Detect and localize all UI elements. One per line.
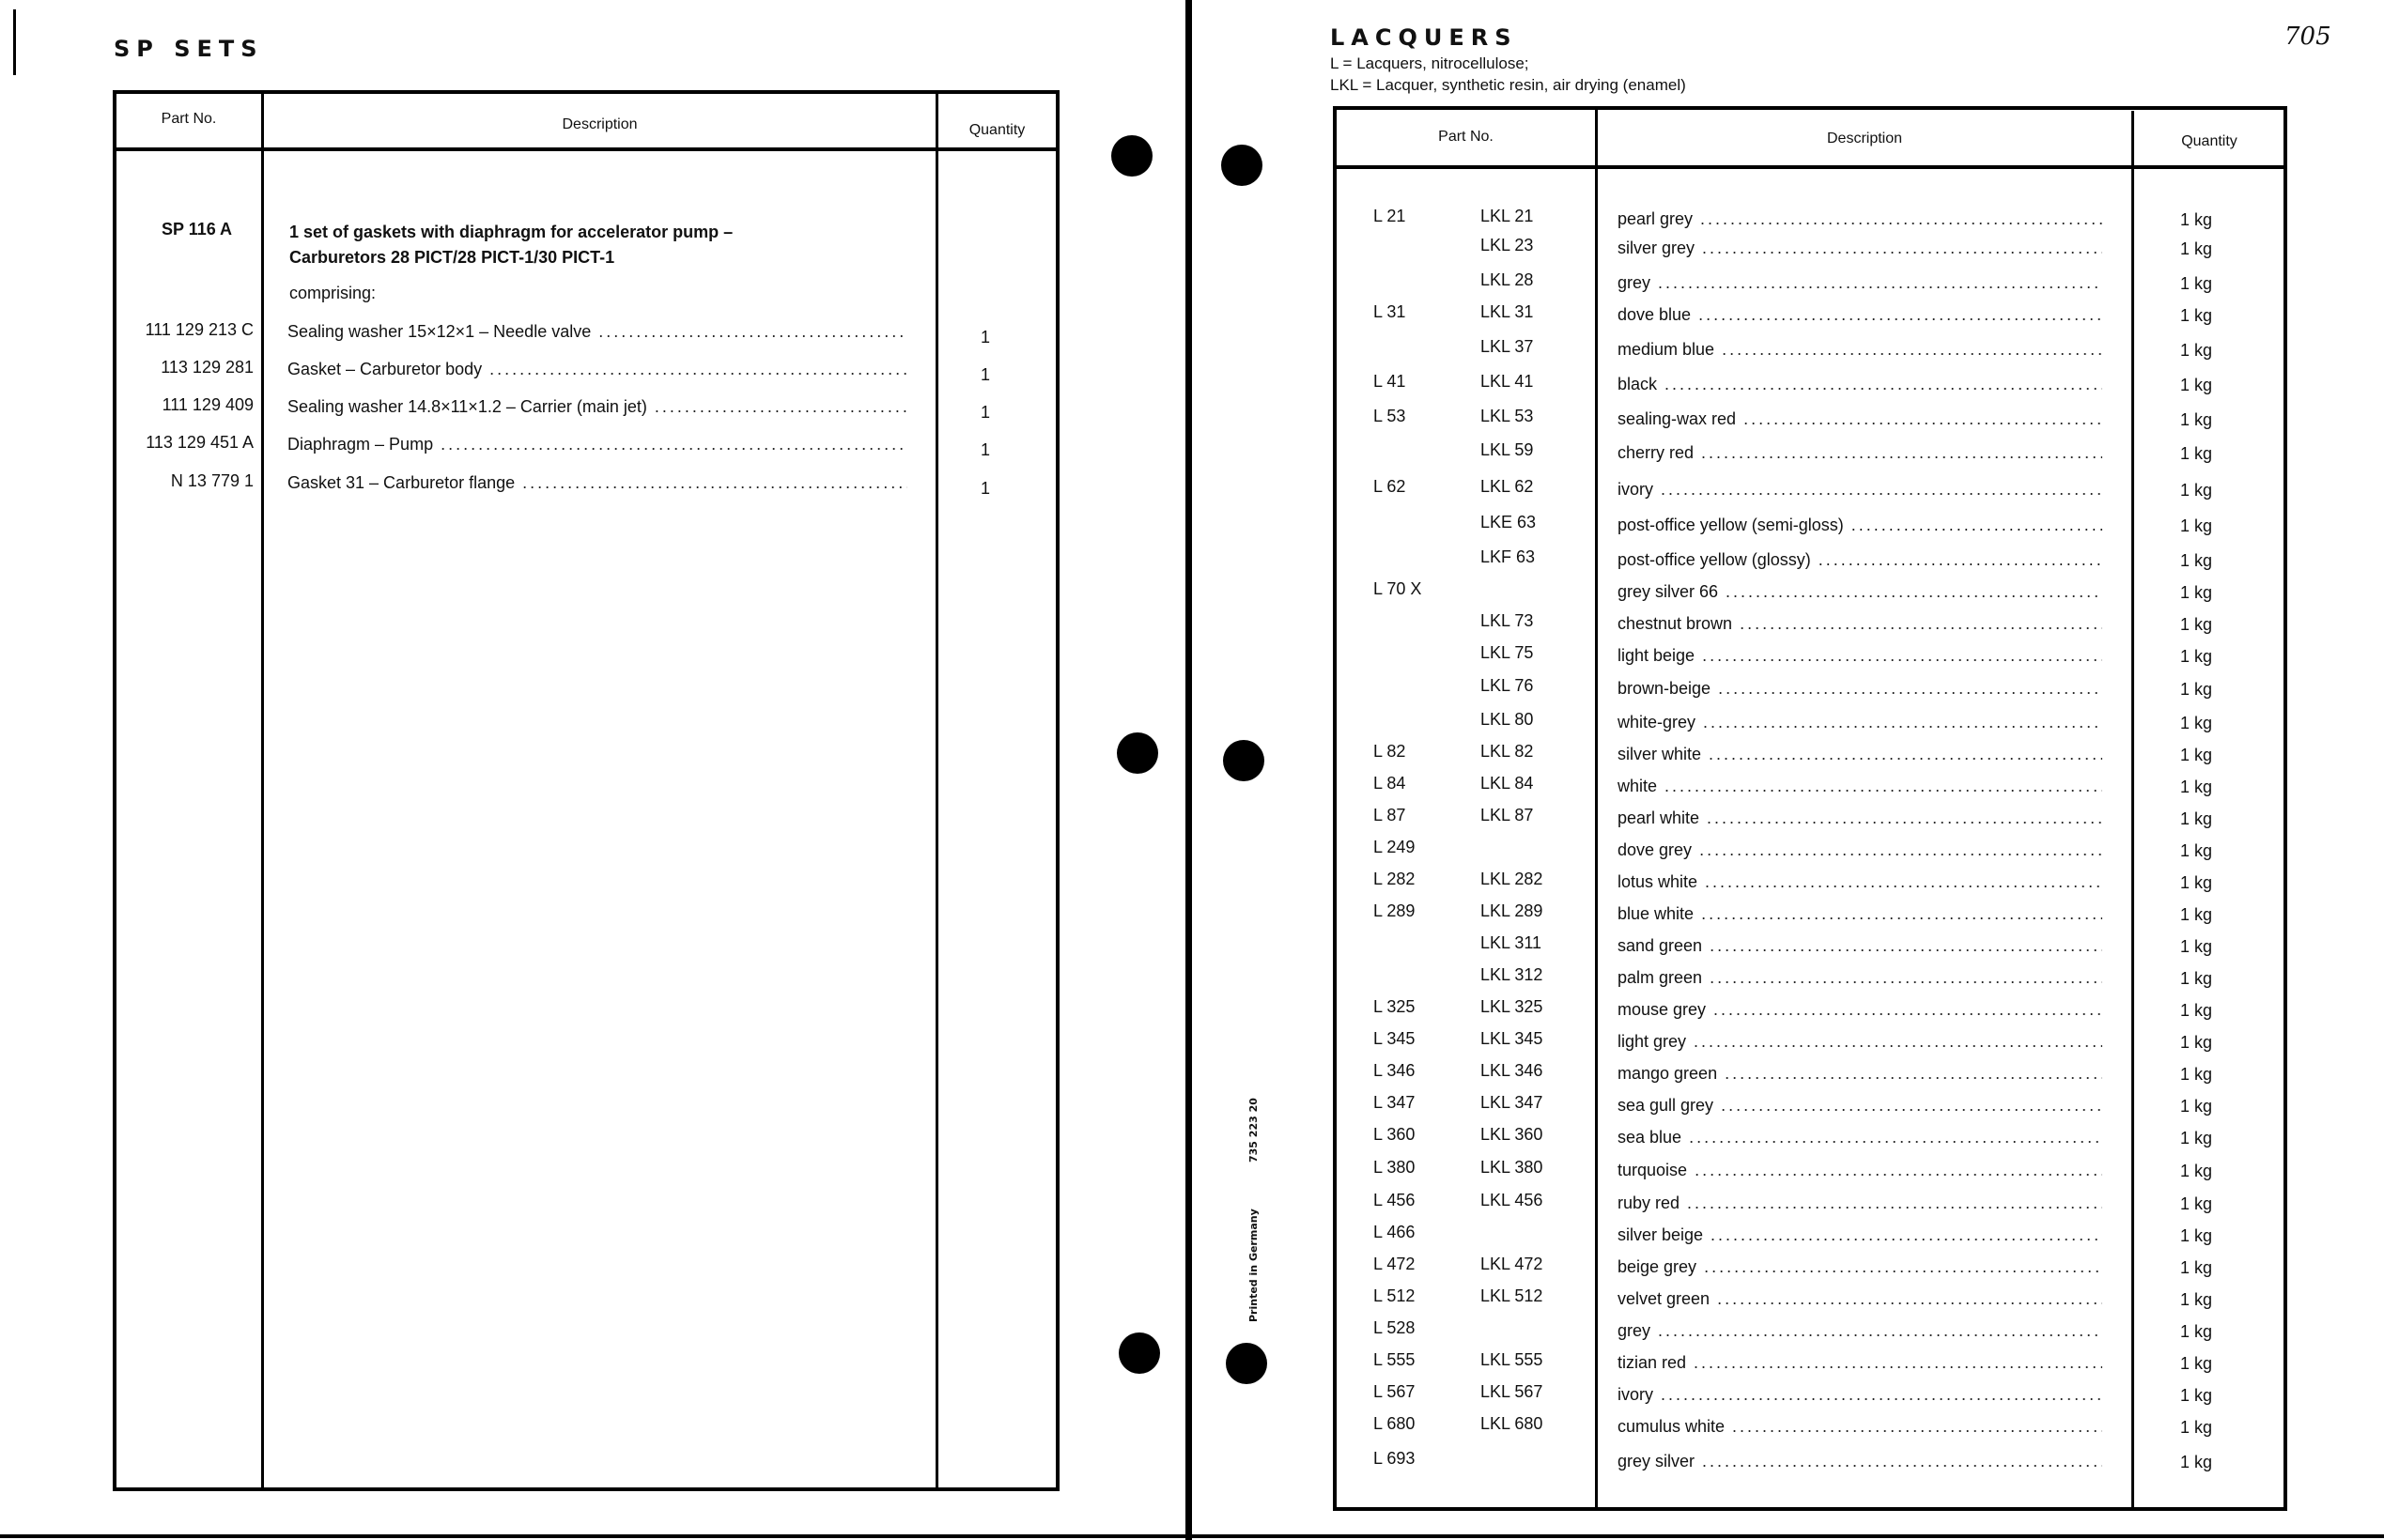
color-description [1618,1452,2102,1471]
dot-leader [1710,936,2102,956]
color-description [1618,550,2102,570]
quantity: 1 kg [2180,1097,2213,1116]
quantity: 1 kg [2180,410,2213,429]
dot-leader [1705,872,2102,892]
color-name: beige grey [1618,1257,1697,1276]
color-description [1618,1128,2102,1147]
lkl-part-no: LKL 28 [1480,270,1534,289]
dot-leader [522,473,907,493]
header-part-no: Part No. [1438,129,1494,145]
color-description [1618,1000,2102,1020]
color-name: dove grey [1618,840,1693,859]
l-part-no: L 70 X [1373,579,1422,598]
dot-leader [1699,840,2102,860]
item-quantity: 1 [981,328,991,346]
quantity: 1 kg [2180,969,2213,988]
color-name: grey silver 66 [1618,582,1719,601]
page-title: SP SETS [114,36,264,62]
lkl-part-no: LKL 472 [1480,1255,1543,1273]
quantity: 1 kg [2180,306,2213,325]
comprising-label: comprising: [289,284,377,302]
lkl-part-no: LKE 63 [1480,513,1537,531]
lkl-part-no: LKL 82 [1480,742,1534,761]
dot-leader [1661,480,2102,500]
color-name: grey [1618,1321,1651,1340]
l-part-no: L 21 [1373,207,1406,225]
color-name: tizian red [1618,1353,1687,1372]
dot-leader [1819,550,2102,570]
color-description [1618,273,2102,293]
color-description [1618,679,2102,699]
quantity: 1 kg [2180,1290,2213,1309]
quantity: 1 kg [2180,1386,2213,1405]
binder-hole [1111,135,1153,177]
lkl-part-no: LKL 84 [1480,774,1534,793]
quantity: 1 kg [2180,210,2213,229]
quantity: 1 kg [2180,714,2213,732]
legend-line: LKL = Lacquer, synthetic resin, air drying (enamel) [1330,76,1686,94]
color-description [1618,872,2102,892]
dot-leader [1702,646,2102,666]
item-part-no: 111 129 409 [162,395,254,414]
dot-leader [1851,516,2102,535]
dot-leader [1701,443,2102,463]
lkl-part-no: LKL 73 [1480,611,1534,630]
item-part-no: 111 129 213 C [145,320,254,339]
color-description [1618,340,2102,360]
color-name: cherry red [1618,443,1695,462]
quantity: 1 kg [2180,583,2213,602]
color-description [1618,1321,2102,1341]
lkl-part-no: LKL 325 [1480,997,1543,1016]
quantity: 1 kg [2180,937,2213,956]
item-description-text: Sealing washer 15×12×1 – Needle valve [287,322,592,341]
dot-leader [1664,375,2102,394]
color-name: white [1618,777,1658,795]
color-description [1618,1096,2102,1116]
lkl-part-no: LKL 75 [1480,643,1534,662]
item-description [287,360,907,379]
binder-hole [1223,740,1264,781]
quantity: 1 kg [2180,376,2213,394]
color-description [1618,1417,2102,1437]
dot-leader [1743,409,2102,429]
dot-leader [1721,1096,2102,1116]
print-code: 735 223 20 [1247,1098,1260,1163]
dot-leader [1732,1417,2102,1437]
header-part-no: Part No. [161,111,217,127]
dot-leader [1658,1321,2102,1341]
color-description [1618,239,2102,258]
lkl-part-no: LKL 680 [1480,1414,1543,1433]
item-description [287,397,907,417]
color-name: lotus white [1618,872,1698,891]
color-name: post-office yellow (semi-gloss) [1618,516,1844,534]
l-part-no: L 249 [1373,838,1416,856]
column-divider [261,90,264,1489]
lkl-part-no: LKL 380 [1480,1158,1543,1177]
quantity: 1 kg [2180,1001,2213,1020]
color-description [1618,840,2102,860]
lkl-part-no: LKL 59 [1480,440,1534,459]
dot-leader [1722,340,2102,360]
header-description: Description [1826,131,1903,146]
item-description-text: Gasket – Carburetor body [287,360,483,378]
color-description [1618,305,2102,325]
l-part-no: L 62 [1373,477,1406,496]
quantity: 1 kg [2180,1129,2213,1147]
color-name: grey [1618,273,1651,292]
color-name: white-grey [1618,713,1696,732]
color-description [1618,582,2102,602]
dot-leader [655,397,907,417]
color-name: light grey [1618,1032,1687,1051]
l-part-no: L 87 [1373,806,1406,824]
sp-sets-table [113,90,1060,1491]
quantity: 1 kg [2180,1258,2213,1277]
quantity: 1 kg [2180,905,2213,924]
color-description [1618,936,2102,956]
header-divider [113,147,1060,151]
lkl-part-no: LKL 87 [1480,806,1534,824]
lkl-part-no: LKL 53 [1480,407,1534,425]
dot-leader [1704,1257,2102,1277]
color-name: sand green [1618,936,1703,955]
lkl-part-no: LKL 347 [1480,1093,1543,1112]
quantity: 1 kg [2180,746,2213,764]
quantity: 1 kg [2180,680,2213,699]
color-name: brown-beige [1618,679,1711,698]
l-part-no: L 680 [1373,1414,1416,1433]
dot-leader [1701,904,2102,924]
item-description [287,435,907,454]
dot-leader [1661,1385,2102,1405]
dot-leader [1658,273,2102,293]
binder-hole [1221,145,1262,186]
item-part-no: 113 129 451 A [146,433,254,452]
item-quantity: 1 [981,403,991,422]
dot-leader [1740,614,2102,634]
item-quantity: 1 [981,479,991,498]
l-part-no: L 41 [1373,372,1406,391]
l-part-no: L 528 [1373,1318,1416,1337]
l-part-no: L 466 [1373,1223,1416,1241]
quantity: 1 kg [2180,274,2213,293]
dot-leader [1725,1064,2102,1084]
l-part-no: L 456 [1373,1191,1416,1209]
lkl-part-no: LKL 289 [1480,901,1543,920]
lkl-part-no: LKL 312 [1480,965,1543,984]
quantity: 1 kg [2180,481,2213,500]
l-part-no: L 347 [1373,1093,1416,1112]
dot-leader [1717,1289,2102,1309]
dot-leader [1702,239,2102,258]
quantity: 1 kg [2180,239,2213,258]
color-name: post-office yellow (glossy) [1618,550,1811,569]
quantity: 1 kg [2180,341,2213,360]
header-quantity: Quantity [968,122,1026,138]
color-description [1618,808,2102,828]
dot-leader [1694,1353,2102,1373]
quantity: 1 kg [2180,444,2213,463]
item-description-text: Diaphragm – Pump [287,435,434,454]
dot-leader [1702,1452,2102,1471]
color-description [1618,1353,2102,1373]
lkl-part-no: LKL 31 [1480,302,1534,321]
color-name: light beige [1618,646,1695,665]
l-part-no: L 472 [1373,1255,1416,1273]
color-name: pearl white [1618,808,1700,827]
color-name: medium blue [1618,340,1715,359]
color-name: silver beige [1618,1225,1704,1244]
quantity: 1 kg [2180,615,2213,634]
printed-in-label: Printed in Germany [1247,1209,1260,1322]
color-description [1618,409,2102,429]
item-part-no: N 13 779 1 [170,471,254,490]
color-description [1618,968,2102,988]
color-name: ivory [1618,480,1654,499]
color-description [1618,777,2102,796]
page-number: 705 [2284,23,2331,51]
lkl-part-no: LKL 21 [1480,207,1534,225]
color-description [1618,1385,2102,1405]
item-description-text: Sealing washer 14.8×11×1.2 – Carrier (main jet) [287,397,647,416]
dot-leader [1689,1128,2102,1147]
page-bottom-edge [0,1534,2384,1538]
lkl-part-no: LKL 345 [1480,1029,1543,1048]
lkl-part-no: LKF 63 [1480,547,1536,566]
column-divider [936,94,938,1491]
binder-hole [1226,1343,1267,1384]
color-description [1618,904,2102,924]
color-name: turquoise [1618,1161,1688,1179]
quantity: 1 kg [2180,1065,2213,1084]
color-description [1618,443,2102,463]
set-description-line1: 1 set of gaskets with diaphragm for accelerator pump – [289,223,734,241]
lkl-part-no: LKL 62 [1480,477,1534,496]
l-part-no: L 380 [1373,1158,1416,1177]
dot-leader [1664,777,2102,796]
quantity: 1 kg [2180,1226,2213,1245]
color-description [1618,713,2102,732]
color-description [1618,1289,2102,1309]
color-name: velvet green [1618,1289,1711,1308]
color-name: cumulus white [1618,1417,1726,1436]
l-part-no: L 512 [1373,1286,1416,1305]
lkl-part-no: LKL 76 [1480,676,1534,695]
color-name: sealing-wax red [1618,409,1737,428]
lkl-part-no: LKL 567 [1480,1382,1543,1401]
color-description [1618,614,2102,634]
color-name: chestnut brown [1618,614,1733,633]
item-description [287,473,907,493]
dot-leader [1700,209,2102,229]
lkl-part-no: LKL 360 [1480,1125,1543,1144]
color-description [1618,1257,2102,1277]
set-part-no: SP 116 A [162,220,233,239]
l-part-no: L 555 [1373,1350,1416,1369]
dot-leader [1687,1194,2102,1213]
lkl-part-no: LKL 555 [1480,1350,1543,1369]
color-name: pearl grey [1618,209,1694,228]
lkl-part-no: LKL 346 [1480,1061,1543,1080]
lkl-part-no: LKL 41 [1480,372,1534,391]
dot-leader [1707,808,2102,828]
binder-hole [1119,1332,1160,1374]
dot-leader [489,360,907,379]
quantity: 1 kg [2180,516,2213,535]
l-part-no: L 567 [1373,1382,1416,1401]
page-divider [1185,0,1192,1540]
l-part-no: L 325 [1373,997,1416,1016]
dot-leader [441,435,907,454]
column-divider [1595,108,1598,1509]
l-part-no: L 693 [1373,1449,1416,1468]
quantity: 1 kg [2180,1194,2213,1213]
header-description: Description [562,116,638,132]
dot-leader [1713,1000,2102,1020]
color-name: silver white [1618,745,1702,763]
l-part-no: L 31 [1373,302,1406,321]
l-part-no: L 360 [1373,1125,1416,1144]
color-description [1618,1161,2102,1180]
color-description [1618,1064,2102,1084]
color-name: dove blue [1618,305,1692,324]
color-description [1618,375,2102,394]
color-description [1618,745,2102,764]
color-name: black [1618,375,1658,393]
color-name: grey silver [1618,1452,1695,1471]
quantity: 1 kg [2180,778,2213,796]
l-part-no: L 289 [1373,901,1416,920]
item-description [287,322,907,342]
quantity: 1 kg [2180,551,2213,570]
color-name: ruby red [1618,1194,1680,1212]
set-description-line2: Carburetors 28 PICT/28 PICT-1/30 PICT-1 [289,248,615,267]
quantity: 1 kg [2180,1354,2213,1373]
scan-edge-mark [13,9,16,75]
lkl-part-no: LKL 282 [1480,870,1543,888]
dot-leader [1710,968,2102,988]
l-part-no: L 84 [1373,774,1406,793]
dot-leader [1718,679,2102,699]
header-divider [1333,165,2287,169]
item-quantity: 1 [981,440,991,459]
quantity: 1 kg [2180,1453,2213,1471]
quantity: 1 kg [2180,1033,2213,1052]
l-part-no: L 82 [1373,742,1406,761]
l-part-no: L 346 [1373,1061,1416,1080]
color-description [1618,1194,2102,1213]
color-name: sea gull grey [1618,1096,1714,1115]
l-part-no: L 345 [1373,1029,1416,1048]
binder-hole [1117,732,1158,774]
dot-leader [598,322,907,342]
dot-leader [1694,1032,2102,1052]
dot-leader [1711,1225,2102,1245]
quantity: 1 kg [2180,647,2213,666]
lkl-part-no: LKL 512 [1480,1286,1543,1305]
color-name: mango green [1618,1064,1718,1083]
quantity: 1 kg [2180,1322,2213,1341]
header-quantity: Quantity [2181,133,2237,149]
dot-leader [1709,745,2102,764]
color-name: mouse grey [1618,1000,1707,1019]
quantity: 1 kg [2180,873,2213,892]
color-name: sea blue [1618,1128,1682,1147]
lkl-part-no: LKL 456 [1480,1191,1543,1209]
dot-leader [1698,305,2102,325]
color-description [1618,516,2102,535]
color-description [1618,480,2102,500]
color-description [1618,1225,2102,1245]
lkl-part-no: LKL 37 [1480,337,1534,356]
color-name: ivory [1618,1385,1654,1404]
color-description [1618,646,2102,666]
quantity: 1 kg [2180,1418,2213,1437]
quantity: 1 kg [2180,841,2213,860]
color-name: blue white [1618,904,1695,923]
lkl-part-no: LKL 23 [1480,236,1534,254]
column-divider [2131,111,2134,1510]
legend-line: L = Lacquers, nitrocellulose; [1330,54,1529,72]
l-part-no: L 53 [1373,407,1406,425]
item-description-text: Gasket 31 – Carburetor flange [287,473,516,492]
l-part-no: L 282 [1373,870,1416,888]
quantity: 1 kg [2180,1162,2213,1180]
lkl-part-no: LKL 311 [1480,933,1542,952]
item-part-no: 113 129 281 [161,358,254,377]
lkl-part-no: LKL 80 [1480,710,1534,729]
color-name: silver grey [1618,239,1695,257]
color-description [1618,209,2102,229]
dot-leader [1695,1161,2102,1180]
quantity: 1 kg [2180,809,2213,828]
dot-leader [1726,582,2102,602]
color-description [1618,1032,2102,1052]
dot-leader [1703,713,2102,732]
item-quantity: 1 [981,365,991,384]
page-title: LACQUERS [1330,24,1518,51]
color-name: palm green [1618,968,1703,987]
